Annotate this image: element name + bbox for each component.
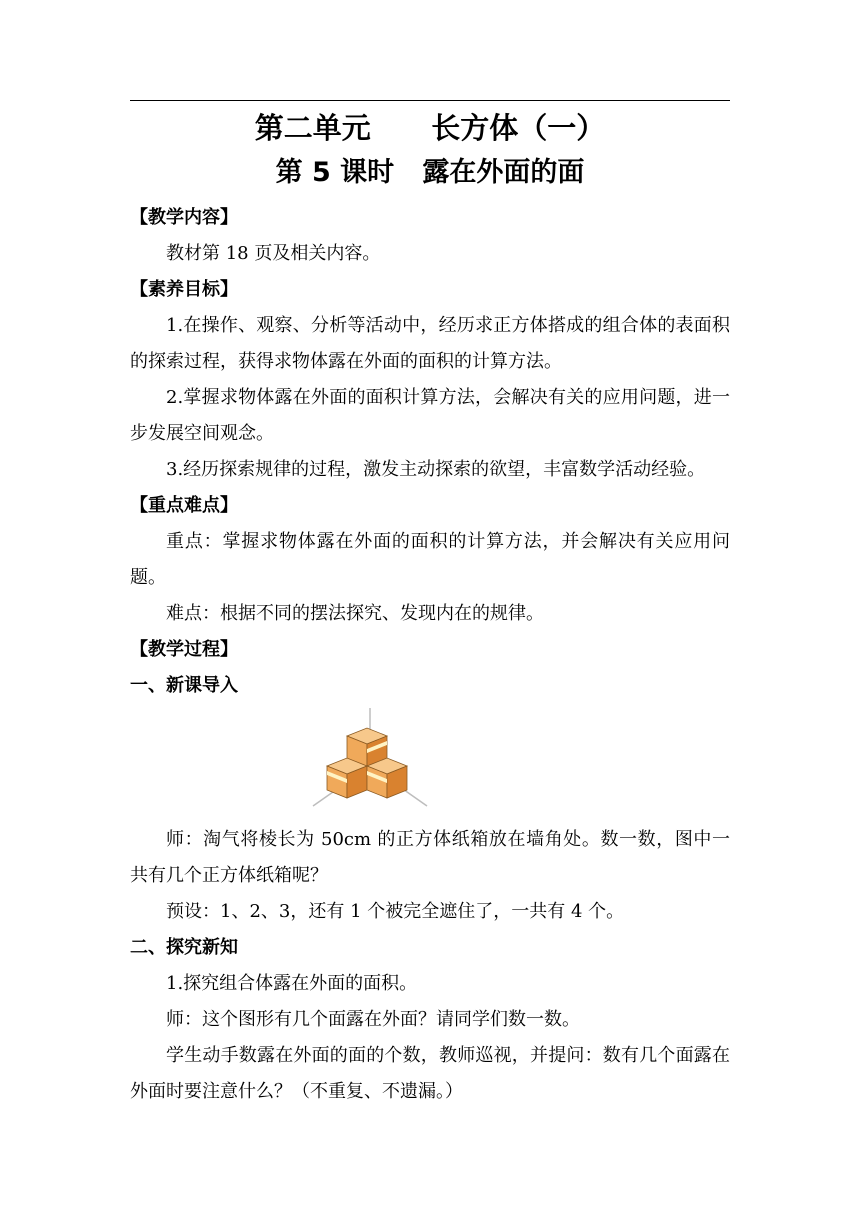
boxes-in-corner-illustration bbox=[305, 708, 435, 816]
section-heading-content: 【教学内容】 bbox=[130, 207, 238, 228]
teacher-question: 师：淘气将棱长为 50cm 的正方体纸箱放在墙角处。数一数，图中一共有几个正方体纸箱呢？ bbox=[130, 829, 730, 886]
lesson-title: 第 5 课时 露在外面的面 bbox=[275, 157, 585, 188]
explore-step-1: 1.探究组合体露在外面的面积。 bbox=[166, 973, 418, 994]
section-heading-goals: 【素养目标】 bbox=[130, 279, 238, 300]
goal-3: 3.经历探索规律的过程，激发主动探索的欲望，丰富数学活动经验。 bbox=[166, 459, 706, 480]
key-point: 重点：掌握求物体露在外面的面积的计算方法，并会解决有关应用问题。 bbox=[130, 531, 730, 588]
content-text: 教材第 18 页及相关内容。 bbox=[166, 243, 381, 264]
lesson-body bbox=[130, 200, 730, 1110]
student-activity: 学生动手数露在外面的面的个数，教师巡视，并提问：数有几个面露在外面时要注意什么？（不重复、不遗漏。） bbox=[130, 1045, 730, 1102]
goal-2: 2.掌握求物体露在外面的面积计算方法，会解决有关的应用问题，进一步发展空间观念。 bbox=[130, 387, 730, 444]
difficulty: 难点：根据不同的摆法探究、发现内在的规律。 bbox=[166, 603, 544, 624]
subsection-intro: 一、新课导入 bbox=[130, 675, 238, 696]
goal-1: 1.在操作、观察、分析等活动中，经历求正方体搭成的组合体的表面积的探索过程，获得求物体露在外面的面积的计算方法。 bbox=[130, 315, 730, 372]
unit-title: 第二单元 长方体（一） bbox=[254, 111, 606, 145]
header-rule bbox=[130, 100, 730, 101]
box-bottom-left bbox=[327, 758, 367, 798]
section-heading-process: 【教学过程】 bbox=[130, 639, 238, 660]
section-heading-key-points: 【重点难点】 bbox=[130, 495, 238, 516]
stacked-boxes-figure bbox=[130, 708, 730, 820]
subsection-explore: 二、探究新知 bbox=[130, 937, 238, 958]
preset-answer: 预设：1、2、3，还有 1 个被完全遮住了，一共有 4 个。 bbox=[166, 901, 625, 922]
teacher-question-2: 师：这个图形有几个面露在外面？请同学们数一数。 bbox=[166, 1009, 580, 1030]
box-bottom-right bbox=[367, 758, 407, 798]
